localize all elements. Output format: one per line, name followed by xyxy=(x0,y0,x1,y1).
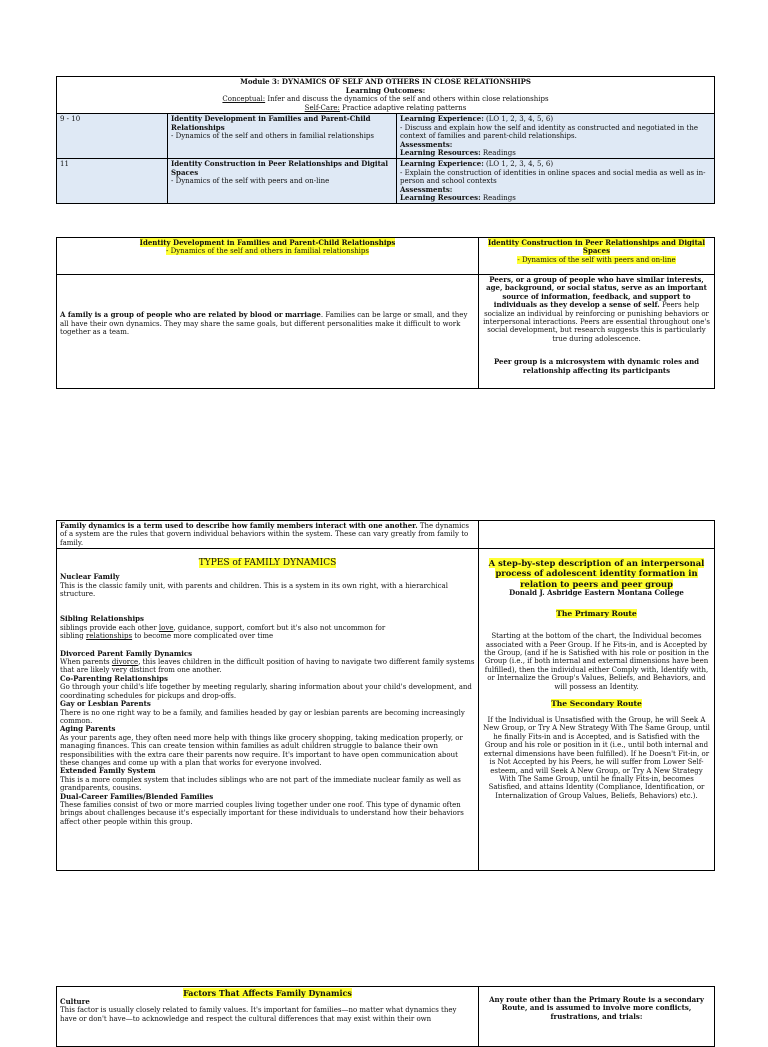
factors-cell xyxy=(57,987,479,1047)
experience-cell xyxy=(397,159,715,204)
resources-text: Readings xyxy=(480,149,516,157)
primary-route-title: The Primary Route xyxy=(556,609,637,619)
families-title: Identity Development in Families and Parent-Child Relationships xyxy=(139,238,396,247)
experience-desc: - Discuss and explain how the self and identity as constructed and negotiated in the context of families and parent-child relationships. xyxy=(400,123,698,141)
peers-title: Identity Construction in Peer Relationships and Digital Spaces xyxy=(487,238,705,256)
peers-definition-bold: Peers, or a group of people who have similar interests, age, background, or social status, serve as an important source of information, feedback, and support to individuals as they develop a sense of self. xyxy=(486,275,707,310)
type-name: Sibling Relationships xyxy=(60,614,144,624)
selfcare-line xyxy=(60,104,711,113)
dynamics-intro-bold: Family dynamics is a term used to describe how family members interact with one another. xyxy=(60,521,418,530)
type-name: Dual-Career Families/Blended Families xyxy=(60,791,214,801)
assessments-label: Assessments: xyxy=(400,184,453,194)
weeks-cell: 11 xyxy=(57,159,168,204)
peers-definition-text: Peers help socialize an individual by reinforcing or punishing behaviors or interpersonal interactions. Peers are essential throughout one's social development, but research suggests this is particularly true during adolescence. xyxy=(483,301,710,343)
culture-label: Culture xyxy=(60,997,90,1006)
assessments-label: Assessments: xyxy=(400,139,453,149)
secondary-note-cell xyxy=(479,987,715,1047)
families-header-cell xyxy=(57,238,479,275)
module-title: Module 3: DYNAMICS OF SELF AND OTHERS IN CLOSE RELATIONSHIPS xyxy=(240,77,531,86)
factors-table xyxy=(56,986,715,1047)
type-desc: sibling relationships to become more complicated over time xyxy=(60,632,274,641)
module-row xyxy=(57,114,715,159)
topic-sub: - Dynamics of the self with peers and on-line xyxy=(171,177,330,186)
identity-process-cell xyxy=(479,549,715,871)
experience-desc: - Explain the construction of identities in online spaces and social media as well as in-person and school contexts xyxy=(400,168,706,186)
dynamics-intro-cell xyxy=(57,521,479,549)
type-desc: siblings provide each other love, guidance, support, comfort but it's also not uncommon for xyxy=(60,623,386,632)
peer-group-text: Peer group is a microsystem with dynamic roles and relationship affecting its participants xyxy=(493,357,700,375)
type-desc: These families consist of two or more married couples living together under one roof. This type of dynamic often brings about challenges because it's especially important for these individuals to understand how their behaviors affect other people within this group. xyxy=(60,800,464,826)
type-name: Extended Family System xyxy=(60,766,156,776)
module-header xyxy=(57,77,715,114)
peers-definition-cell xyxy=(479,275,715,389)
outcomes-label: Learning Outcomes: xyxy=(345,85,426,95)
experience-label: Learning Experience: xyxy=(400,114,484,124)
family-definition-bold: A family is a group of people who are related by blood or marriage xyxy=(60,310,321,320)
peers-sub: - Dynamics of the self with peers and on-line xyxy=(517,255,676,264)
resources-label: Learning Resources: xyxy=(400,193,481,203)
family-definition-text: . Families can be large or small, and they all have their own dynamics. They may share the same goals, but different personalities make it difficult to work together as a team. xyxy=(60,311,468,337)
resources-text: Readings xyxy=(480,194,516,203)
step-author: Donald J. Asbridge Eastern Montana College xyxy=(509,587,684,597)
type-desc: When parents divorce, this leaves children in the difficult position of having to navigate two different family systems that are likely very distinct from one another. xyxy=(60,658,475,675)
factors-title: Factors That Affects Family Dynamics xyxy=(183,988,352,998)
type-name: Nuclear Family xyxy=(60,572,120,582)
family-definition-cell xyxy=(57,275,479,389)
experience-label: Learning Experience: xyxy=(400,159,484,169)
type-desc: There is no one right way to be a family, and families headed by gay or lesbian parents are becoming increasingly common. xyxy=(60,708,465,725)
type-desc: This is the classic family unit, with parents and children. This is a system in its own right, with a hierarchical structure. xyxy=(60,581,448,599)
secondary-note-text: Any route other than the Primary Route is a secondary Route, and is assumed to involve more conflicts, frustrations, and trials: xyxy=(489,995,704,1021)
type-desc: As your parents age, they often need more help with things like grocery shopping, taking medication properly, or managing finances. This can create tension within families as adult children struggle to balance their own responsibilities with the extra care their parents now require. It's important to have open communication about these changes and come up with a plan that works for everyone involved. xyxy=(60,733,463,767)
primary-route-text: Starting at the bottom of the chart, the Individual becomes associated with a Peer Group. If he Fits-in, and is Accepted by the Group, (and if he is Satisfied with his role or position in the Group (i.e., if both internal and external dimensions have been fulfilled), then the individual either Comply with, Identify with, or Internalize the Group's Values, Beliefs, and Behaviors, and will possess an Identity. xyxy=(484,632,709,691)
type-name: Aging Parents xyxy=(60,724,116,734)
type-name: Co-Parenting Relationships xyxy=(60,673,168,683)
topic-cell xyxy=(168,114,397,159)
experience-lo: (LO 1, 2, 3, 4, 5, 6) xyxy=(483,115,554,124)
secondary-route-text: If the Individual is Unsatisfied with the Group, he will Seek A New Group, or Try A New Strategy With The Same Group, until he finally Fits-in and is Accepted, and is Satisfied with the Group and his role or position in it (i.e., until both internal and external dimensions have been fulfilled). If he Doesn't Fit-in, or is Not Accepted by his Peers, he will suffer from Lower Self-esteem, and will Seek A New Group, or Try A New Strategy With The Same Group, until he finally Fits-in, becomes Satisfied, and attains Identity (Compliance, Identification, or Internalization of Group Values, Beliefs, Behaviors) etc.). xyxy=(483,716,710,800)
type-desc: This is a more complex system that includes siblings who are not part of the immediate nuclear family as well as grandparents, cousins. xyxy=(60,775,461,793)
topic-title: Identity Development in Families and Parent-Child Relationships xyxy=(171,114,371,132)
topic-sub: - Dynamics of the self and others in familial relationships xyxy=(171,132,375,141)
topics-table xyxy=(56,237,715,389)
selfcare-text: Practice adaptive relating patterns xyxy=(339,103,467,112)
experience-lo: (LO 1, 2, 3, 4, 5, 6) xyxy=(483,160,554,169)
empty-cell xyxy=(479,521,715,549)
conceptual-line xyxy=(60,95,711,104)
topic-title: Identity Construction in Peer Relationships and Digital Spaces xyxy=(171,159,389,177)
topic-cell xyxy=(168,159,397,204)
families-sub: - Dynamics of the self and others in familial relationships xyxy=(165,247,369,256)
types-title: TYPES of FAMILY DYNAMICS xyxy=(198,558,337,569)
module-table xyxy=(56,76,715,204)
dynamics-intro-text: The dynamics of a system are the rules that govern individual behaviors within the system. These can vary greatly from family to family. xyxy=(60,522,469,547)
conceptual-text: Infer and discuss the dynamics of the self and others within close relationships xyxy=(265,95,549,104)
step-title: A step-by-step description of an interpersonal process of adolescent identity formation in relation to peers and peer group xyxy=(488,558,705,589)
peers-header-cell xyxy=(479,238,715,275)
module-row xyxy=(57,159,715,204)
selfcare-label: Self-Care: xyxy=(304,103,340,112)
experience-cell xyxy=(397,114,715,159)
type-desc: Go through your child's life together by meeting regularly, sharing information about your child's development, and coordinating schedules for pickups and drop-offs. xyxy=(60,683,472,700)
type-name: Divorced Parent Family Dynamics xyxy=(60,648,193,658)
resources-label: Learning Resources: xyxy=(400,148,481,157)
types-cell xyxy=(57,549,479,871)
conceptual-label: Conceptual: xyxy=(222,95,266,104)
weeks-cell: 9 - 10 xyxy=(57,114,168,159)
culture-text: This factor is usually closely related to family values. It's important for families—no matter what dynamics they have or don't have—to acknowledge and respect the cultural differences that may exist within their own xyxy=(60,1006,457,1023)
secondary-route-title: The Secondary Route xyxy=(551,699,642,709)
type-name: Gay or Lesbian Parents xyxy=(60,699,151,709)
family-dynamics-table xyxy=(56,520,715,871)
